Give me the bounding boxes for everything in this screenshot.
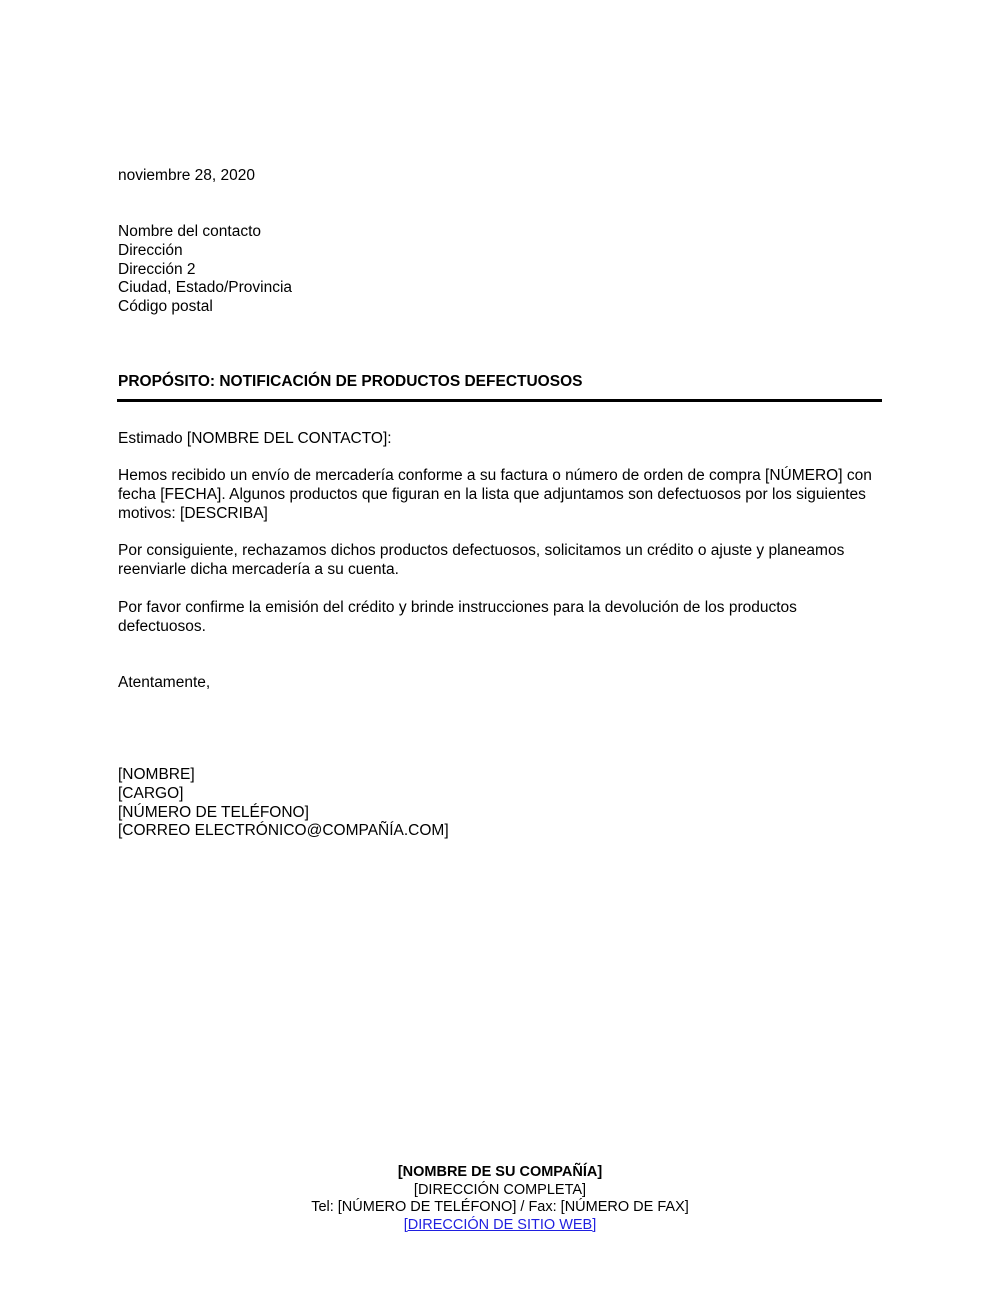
recipient-address-block (118, 223, 292, 317)
signature-title: [CARGO] (118, 784, 184, 802)
closing: Atentamente, (118, 674, 211, 691)
signature-block (118, 766, 449, 841)
recipient-city-state: Ciudad, Estado/Provincia (118, 279, 293, 297)
body-paragraph-3: Por favor confirme la emisión del crédito y brinde instrucciones para la devolución de los productos defectuosos. (118, 599, 797, 635)
recipient-address-1: Dirección (118, 241, 183, 259)
body-paragraph-1: Hemos recibido un envío de mercadería conforme a su factura o número de orden de compra [NÚMERO] con fecha [FECHA]. Algunos productos que figuran en la lista que adjuntamos son defectuosos por los siguientes motivos: [DESCRIBA] (118, 467, 872, 522)
letter-date: noviembre 28, 2020 (118, 167, 256, 184)
footer-website-link[interactable]: [DIRECCIÓN DE SITIO WEB] (403, 1216, 597, 1233)
subject-heading: PROPÓSITO: NOTIFICACIÓN DE PRODUCTOS DEFECTUOSOS (118, 373, 583, 390)
signature-name: [NOMBRE] (118, 766, 195, 783)
recipient-postal-code: Código postal (118, 298, 213, 316)
footer-address: [DIRECCIÓN COMPLETA] (413, 1181, 587, 1198)
recipient-address-2: Dirección 2 (118, 260, 196, 278)
signature-phone: [NÚMERO DE TELÉFONO] (118, 803, 309, 821)
body-paragraph-2: Por consiguiente, rechazamos dichos productos defectuosos, solicitamos un crédito o ajuste y planeamos reenviarle dicha mercadería a su cuenta. (118, 542, 845, 578)
letterhead-footer (0, 1164, 1000, 1234)
footer-company-name: [NOMBRE DE SU COMPAÑÍA] (397, 1164, 603, 1180)
recipient-name: Nombre del contacto (118, 223, 262, 240)
salutation: Estimado [NOMBRE DEL CONTACTO]: (118, 430, 392, 447)
signature-email: [CORREO ELECTRÓNICO@COMPAÑÍA.COM] (118, 822, 449, 840)
subject-divider (117, 399, 882, 402)
footer-contact: Tel: [NÚMERO DE TELÉFONO] / Fax: [NÚMERO DE FAX] (311, 1199, 689, 1215)
